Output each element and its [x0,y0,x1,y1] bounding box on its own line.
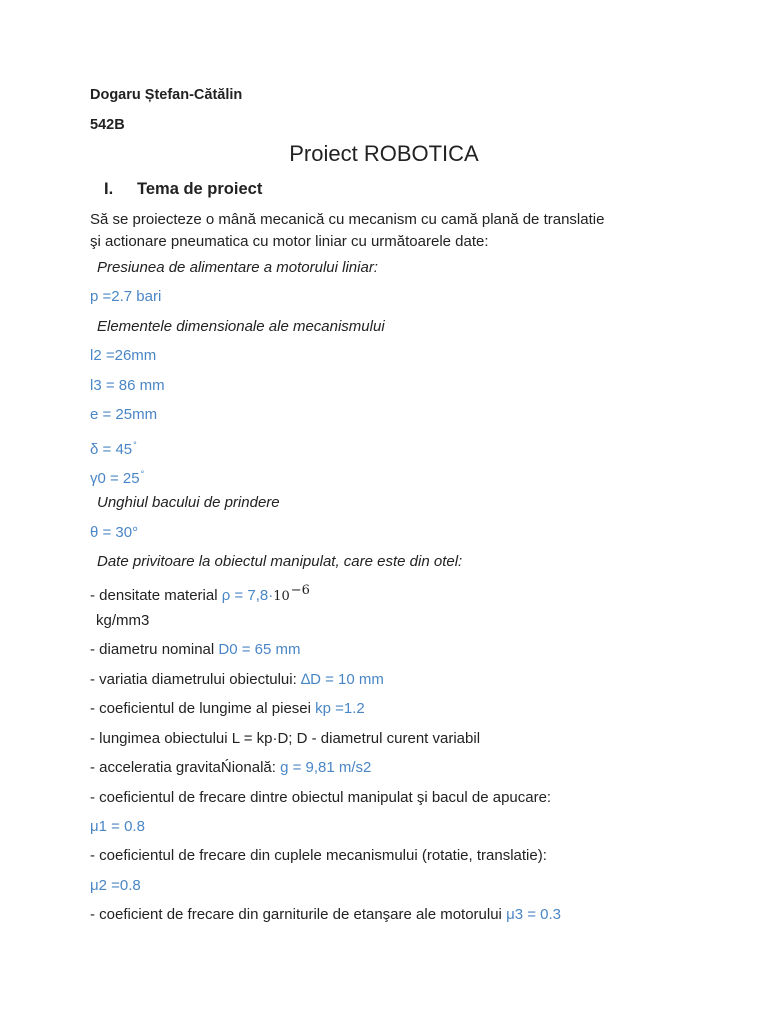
mu1-value: μ1 = 0.8 [90,818,145,835]
density-prefix: - densitate material [90,587,222,604]
variation-line [90,671,384,689]
dimensions-label: Elementele dimensionale ale mecanismului [97,318,385,335]
section-title: Tema de proiect [137,180,263,198]
l3-value: l3 = 86 mm [90,377,165,394]
intro-paragraph [90,209,604,253]
pressure-label: Presiunea de alimentare a motorului liniar: [97,259,378,276]
intro-line-2: şi actionare pneumatica cu motor liniar cu următoarele date: [90,233,489,250]
diameter-value: D0 = 65 mm [218,641,301,658]
mu2-value: μ2 =0.8 [90,877,141,894]
friction1-line: - coeficientul de frecare dintre obiectul manipulat şi bacul de apucare: [90,789,552,806]
object-label: Date privitoare la obiectul manipulat, care este din otel: [97,553,463,570]
e-value: e = 25mm [90,406,158,423]
theta-value: θ = 30° [90,524,139,541]
length-coef-line [90,700,365,718]
gravity-value: g = 9,81 m/s2 [280,759,372,776]
friction3-prefix: - coeficient de frecare din garniturile de etanşare ale motorului [90,906,507,923]
delta-degree: ° [133,440,137,450]
document-title: Proiect ROBOTICA [289,141,479,166]
l2-value: l2 =26mm [90,347,157,364]
section-number: I. [104,180,114,198]
gamma0-degree: ° [140,469,145,479]
friction3-line [90,906,561,924]
section-heading [104,179,262,199]
length-line: - lungimea obiectului L = kp·D; D - diametrul curent variabil [90,730,481,747]
group-code: 542B [90,117,125,133]
friction2-line: - coeficientul de frecare din cuplele mecanismului (rotatie, translatie): [90,847,547,864]
variation-prefix: - variatia diametrului obiectului: [90,671,301,688]
author-name: Dogaru Ștefan-Cătălin [90,87,243,103]
diameter-prefix: - diametru nominal [90,641,219,658]
gravity-prefix: - acceleratia gravitaŃională: [90,759,281,776]
density-unit: kg/mm3 [96,612,150,629]
length-coef-value: kp =1.2 [315,700,365,717]
gravity-line [90,759,371,777]
density-base: 10 [273,589,290,604]
density-line [90,582,310,606]
diameter-line [90,641,301,659]
delta-value [90,436,137,459]
gamma0-number: γ0 = 25 [90,470,140,487]
variation-value: ∆D = 10 mm [300,671,384,688]
delta-number: δ = 45 [90,441,133,458]
density-exponent: −6 [290,583,310,598]
mu3-value: μ3 = 0.3 [506,906,561,923]
pressure-value: p =2.7 bari [90,288,162,305]
gamma0-value [90,465,144,488]
intro-line-1: Să se proiecteze o mână mecanică cu mecanism cu camă plană de translatie [90,211,605,228]
length-coef-prefix: - coeficientul de lungime al piesei [90,700,316,717]
density-value: ρ = 7,8· [221,587,274,604]
jaw-label: Unghiul bacului de prindere [97,494,280,511]
